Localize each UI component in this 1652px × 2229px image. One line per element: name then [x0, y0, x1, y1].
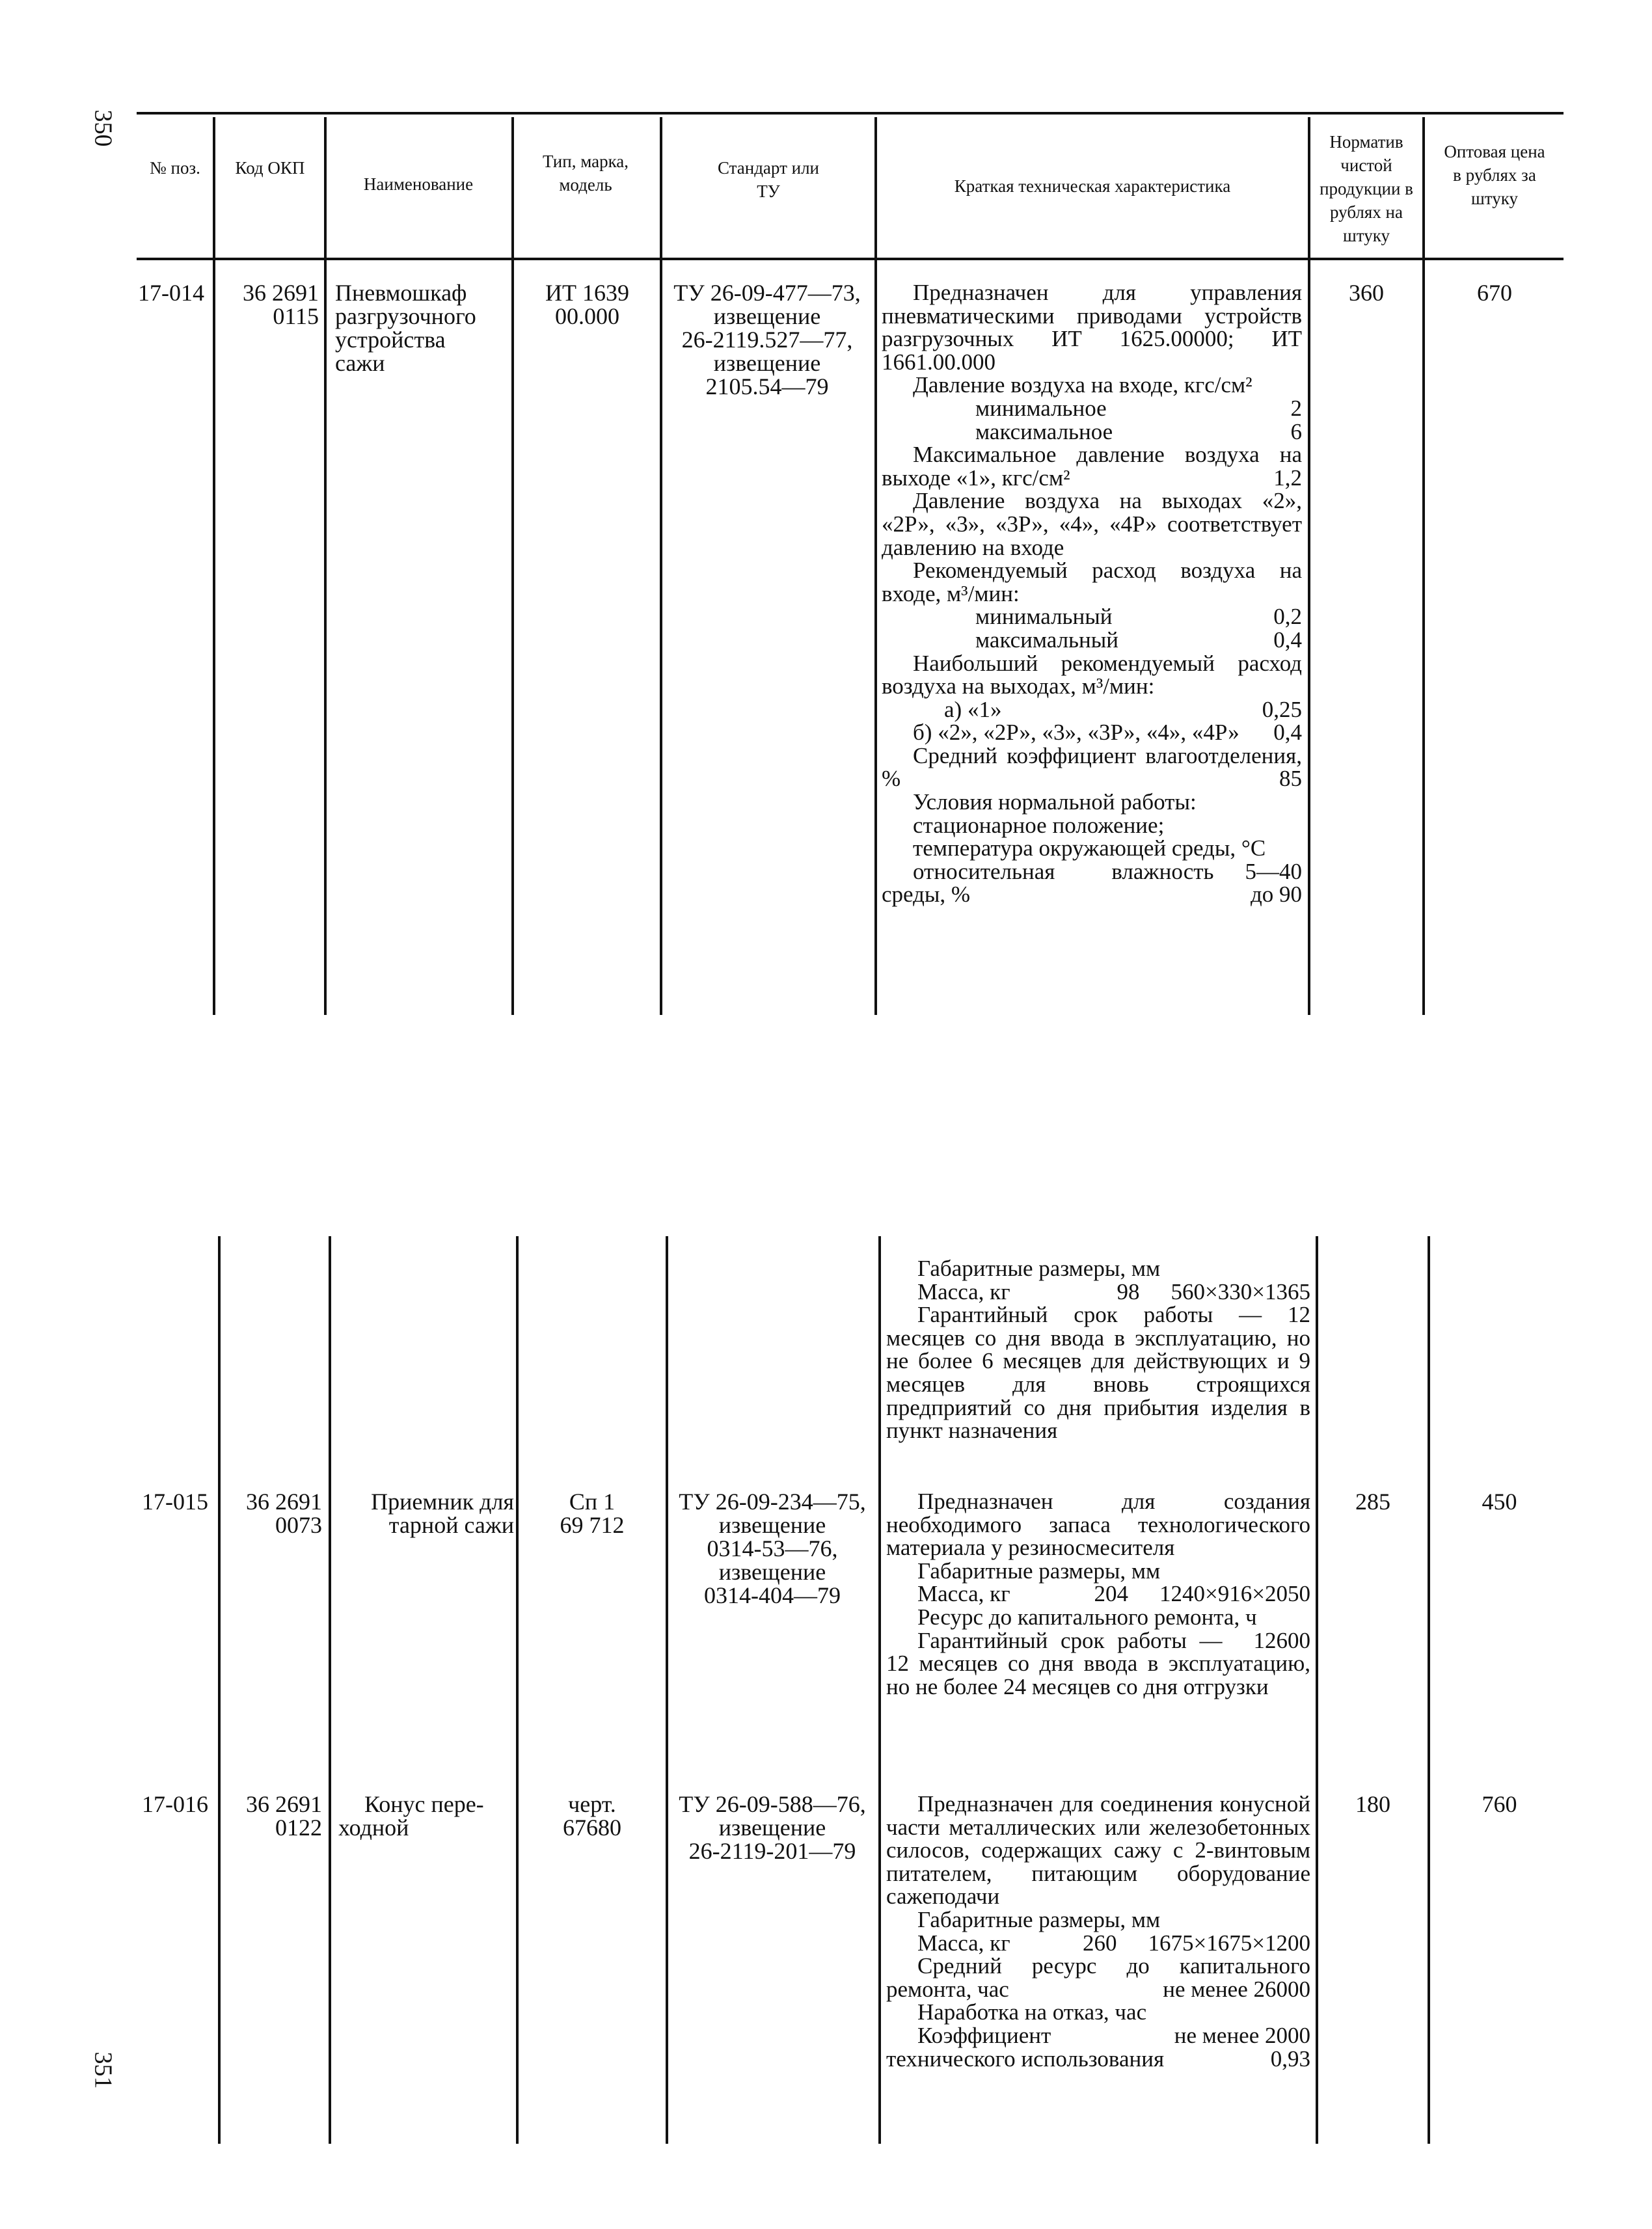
row-characteristics: Предназначен для управления пневматическими приводами устройств разгрузочных ИТ 1625.00000; ИТ 1661.00.000 Давление воздуха на входе, кгс/см² минимальное 2 максимальное 6 Максимальное давление воздуха на выходе «1», кгс/см² 1,2 Давление воздуха на выходах «2», «2Р», «3», «3Р», «4», «4Р» соответствует давлению на входе Рекомендуемый расход воздуха на входе, м³/мин: минимальный 0,2 максимальный 0,4 Наибольший рекомендуемый расход воздуха на выходах, м³/мин: а) «1» 0,25 б) «2», «2Р», «3», «3Р», «4», «4Р» 0,4 Средний коэффициент влагоотделения, % 85 Условия нормальной работы: стационарное положение; температура окружающей среды, °С 5—40 относительная влажность среды, % до 90 — [882, 280, 1302, 908]
row-name: Конус пере- ходной — [338, 1791, 484, 1841]
table-top-rule — [137, 112, 1564, 115]
row-price: 670 — [1477, 280, 1512, 306]
divider — [1422, 117, 1425, 1015]
divider — [329, 1236, 331, 2144]
header-bottom-rule — [137, 258, 1564, 260]
row-standard: ТУ 26-09-588—76, извещение 26-2119-201—79 — [679, 1791, 866, 1864]
row-standard: ТУ 26-09-477—73, извещение 26-2119.527—77, извещение 2105.54—79 — [673, 280, 861, 399]
row-no: 17-015 — [142, 1489, 208, 1515]
row-price: 450 — [1482, 1489, 1517, 1515]
row-norm: 360 — [1349, 280, 1384, 306]
row-model: черт. 67680 — [563, 1791, 621, 1841]
header-no: № поз. — [150, 158, 200, 178]
header-model: Тип, марка, модель — [542, 152, 629, 195]
divider — [660, 117, 662, 1015]
row-name: Пневмошкаф разгрузочного устройства сажи — [335, 280, 476, 376]
divider — [874, 117, 877, 1015]
row-no: 17-014 — [138, 280, 204, 306]
divider — [511, 117, 514, 1015]
row-characteristics: Предназначен для соединения конусной части металлических или железобетонных силосов, содержащих сажу с 2-винтовым питателем, питающим оборудование сажеподачи Габаритные размеры, мм 1675×1675×1200 Масса, кг 260 Средний ресурс до капитального ремонта, час не менее 26000 Наработка на отказ, час не менее 2000 Коэффициент технического использования 0,93 — [886, 1791, 1310, 2072]
divider — [213, 117, 215, 1015]
header-norm: Норматив чистой продукции в рублях на штуку — [1320, 132, 1413, 245]
divider — [1308, 117, 1310, 1015]
row-okp: 36 2691 0073 — [246, 1489, 322, 1538]
row-norm: 180 — [1355, 1791, 1390, 1817]
divider — [516, 1236, 519, 2144]
row-okp: 36 2691 0115 — [243, 280, 319, 329]
header-name: Наименование — [363, 174, 474, 194]
header-price: Оптовая цена в рублях за штуку — [1444, 142, 1545, 208]
divider — [666, 1236, 668, 2144]
row-characteristics-continued: Габаритные размеры, мм 560×330×1365 Масса, кг 98 Гарантийный срок работы — 12 месяцев со дня ввода в эксплуатацию, но не более 6 месяцев для действующих и 9 месяцев для вновь строящихся предприятий со дня прибытия изделия в пункт назначения — [886, 1256, 1310, 1444]
header-okp: Код ОКП — [235, 158, 305, 178]
header-characteristics: Краткая техническая характеристика — [954, 176, 1231, 196]
row-standard: ТУ 26-09-234—75, извещение 0314-53—76, извещение 0314-404—79 — [679, 1489, 866, 1608]
row-name: Приемник для тарной сажи — [371, 1489, 514, 1538]
row-no: 17-016 — [142, 1791, 208, 1817]
row-model: Сп 1 69 712 — [560, 1489, 625, 1538]
row-okp: 36 2691 0122 — [246, 1791, 322, 1841]
divider — [218, 1236, 221, 2144]
row-model: ИТ 1639 00.000 — [545, 280, 629, 329]
row-norm: 285 — [1355, 1489, 1390, 1515]
divider — [878, 1236, 881, 2144]
divider — [324, 117, 327, 1015]
page-number-bottom: 351 — [89, 2051, 117, 2089]
row-characteristics: Предназначен для создания необходимого запаса технологического материала у резиносмесителя Габаритные размеры, мм 1240×916×2050 Масса, кг 204 Ресурс до капитального ремонта, ч 12600 Гарантийный срок работы — 12 месяцев со дня ввода в эксплуатацию, но не более 24 месяцев со дня отгрузки — [886, 1489, 1310, 1699]
header-standard: Стандарт или ТУ — [717, 158, 819, 201]
divider — [1428, 1236, 1430, 2144]
row-price: 760 — [1482, 1791, 1517, 1817]
divider — [1316, 1236, 1318, 2144]
page-number-top: 350 — [89, 109, 117, 147]
